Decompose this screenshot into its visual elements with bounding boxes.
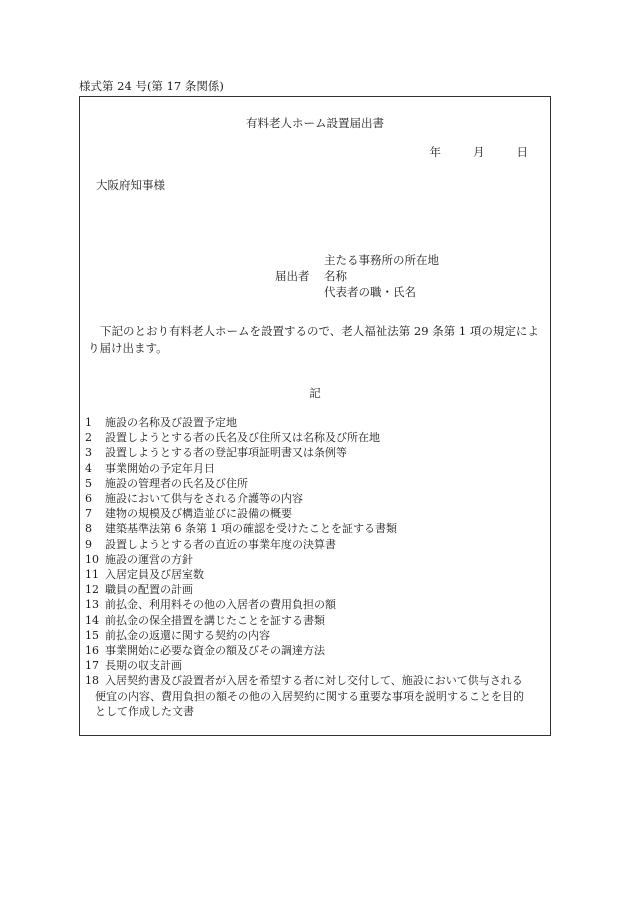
notifier-name-row: [275, 268, 439, 284]
item-number: 11: [85, 568, 99, 582]
notifier-address-row: [275, 252, 439, 268]
item-text: 施設の管理者の氏名及び住所: [105, 476, 248, 490]
item-number: 12: [85, 583, 99, 597]
item-text-line3: として作成した文書: [95, 704, 194, 718]
item-number: 14: [85, 613, 99, 627]
form-frame: [79, 96, 551, 736]
item-text: 長期の収支計画: [105, 659, 182, 673]
item-number: 16: [85, 644, 99, 658]
date-line: [430, 144, 529, 160]
item-number: 3: [85, 446, 92, 460]
item-text: 入居定員及び居室数: [105, 568, 204, 582]
item-text: 前払金の返還に関する契約の内容: [105, 628, 270, 642]
list-item: [85, 521, 544, 536]
item-number: 17: [85, 659, 99, 673]
addressee: 大阪府知事様: [96, 178, 165, 192]
notifier-label: 届出者: [275, 269, 310, 283]
item-text: 前払金、利用料その他の入居者の費用負担の額: [105, 598, 336, 612]
item-text: 施設において供与をされる介護等の内容: [105, 492, 303, 506]
item-text: 設置しようとする者の直近の事業年度の決算書: [105, 537, 336, 551]
item-number: 7: [85, 507, 92, 521]
list-item: [85, 415, 544, 430]
document-title: 有料老人ホーム設置届出書: [246, 116, 384, 130]
item-number: 8: [85, 522, 92, 536]
list-item: [85, 491, 544, 506]
list-item: [85, 628, 544, 643]
list-item: [85, 445, 544, 460]
item-number: 10: [85, 552, 99, 566]
list-item: [85, 597, 544, 612]
list-item: [85, 552, 544, 567]
list-item: [85, 506, 544, 521]
list-item: [85, 582, 544, 597]
item-number: 1: [85, 416, 92, 429]
list-item: [85, 430, 544, 445]
item-text: 施設の名称及び設置予定地: [105, 416, 237, 429]
notifier-representative-row: [275, 284, 439, 300]
item-text: 設置しようとする者の氏名及び住所又は名称及び所在地: [105, 431, 380, 445]
list-item: [85, 461, 544, 476]
item-text: 前払金の保全措置を講じたことを証する書類: [105, 613, 325, 627]
date-day: 日: [516, 145, 528, 159]
list-item: [85, 537, 544, 552]
notifier-representative-label: 代表者の職・氏名: [324, 285, 416, 299]
item-number: 5: [85, 476, 92, 490]
date-month: 月: [473, 145, 485, 159]
item-text: [105, 673, 544, 688]
body-text: 下記のとおり有料老人ホームを設置するので、老人福祉法第 29 条第 1 項の規定により届け出ます。: [88, 324, 539, 355]
item-text-line2: 便宜の内容、費用負担の額その他の入居契約に関する重要な事項を説明することを目的: [95, 689, 524, 703]
item-text: 職員の配置の計画: [105, 583, 193, 597]
item-number: 4: [85, 461, 92, 475]
notifier-name-label: 名称: [324, 269, 347, 283]
list-item: [85, 658, 544, 673]
list-item: [85, 613, 544, 628]
item-number: 6: [85, 492, 92, 506]
list-item-last: [85, 673, 544, 688]
item-text: 設置しようとする者の登記事項証明書又は条例等: [105, 446, 347, 460]
notifier-address-label: 主たる事務所の所在地: [324, 253, 439, 267]
ki-heading: 記: [309, 386, 321, 400]
notifier-block: [275, 252, 439, 300]
item-text-line1: 入居契約書及び設置者が入居を希望する者に対し交付して、施設において供与される: [105, 674, 523, 688]
item-list: [85, 415, 544, 719]
item-text: 施設の運営の方針: [105, 552, 193, 566]
item-text: 建物の規模及び構造並びに設備の概要: [105, 507, 292, 521]
item-text: 建築基準法第 6 条第 1 項の確認を受けたことを証する書類: [105, 522, 397, 536]
item-number: 18: [85, 674, 99, 688]
date-year: 年: [429, 145, 441, 159]
item-number: 13: [85, 598, 99, 612]
item-text: 事業開始の予定年月日: [105, 461, 215, 475]
form-number: 様式第 24 号(第 17 条関係): [79, 79, 224, 93]
item-number: 15: [85, 628, 99, 642]
item-text: 事業開始に必要な資金の額及びその調達方法: [105, 644, 325, 658]
item-number: 9: [85, 537, 92, 551]
item-number: 2: [85, 431, 92, 445]
list-item: [85, 643, 544, 658]
list-item: [85, 476, 544, 491]
list-item: [85, 567, 544, 582]
